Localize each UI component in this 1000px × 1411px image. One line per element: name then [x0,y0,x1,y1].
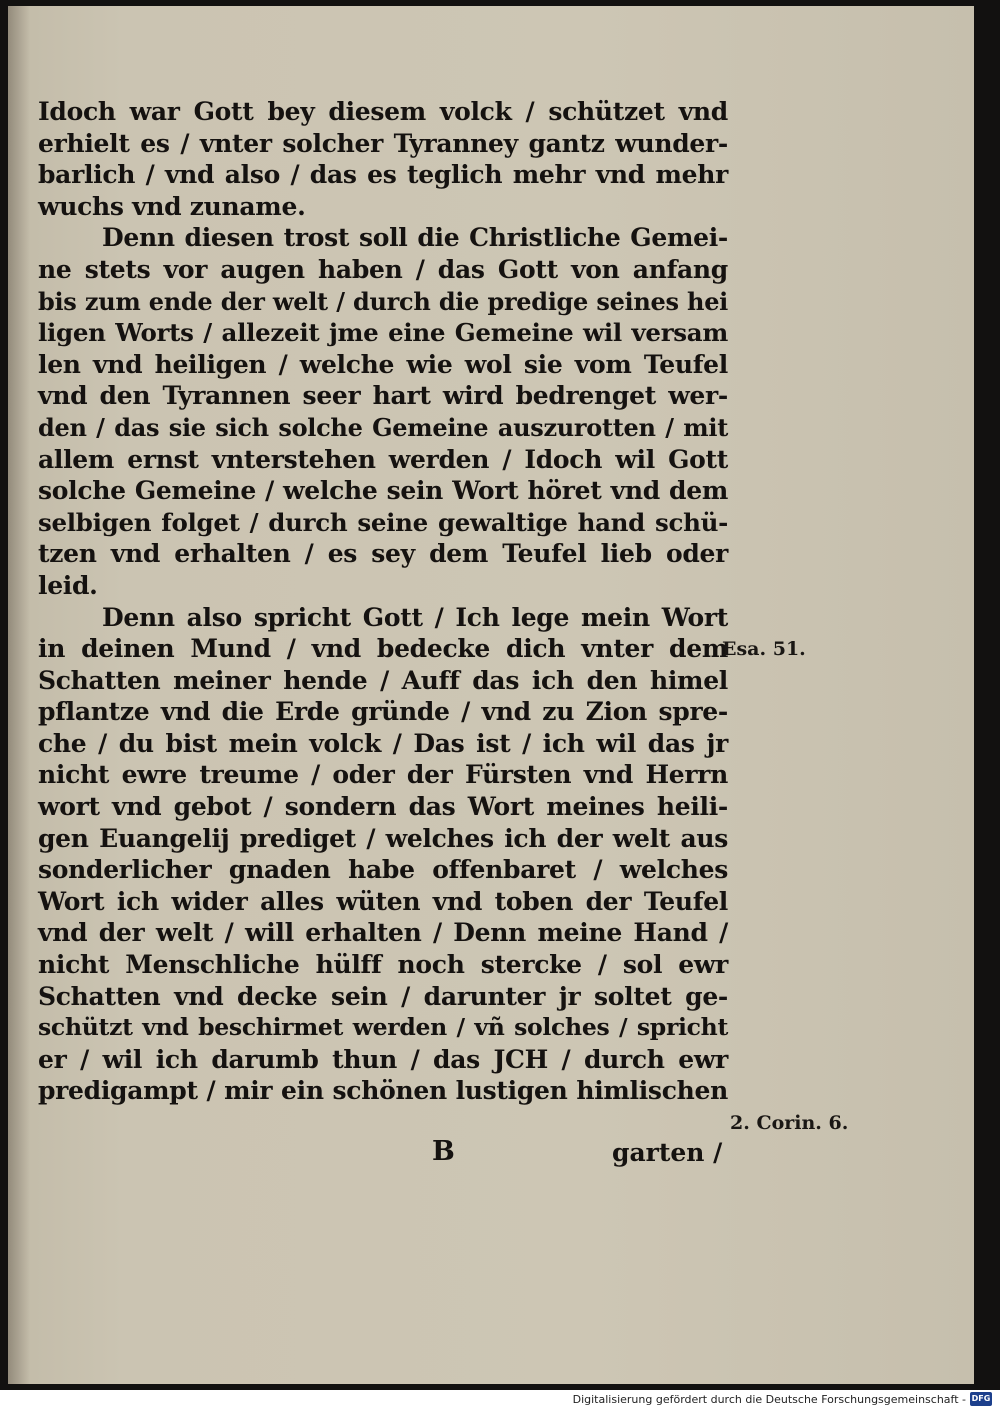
text-line-3: barlich / vnd also / das es teglich mehr vnd mehr [38,160,728,190]
text-line-17: Denn also spricht Gott / Ich lege mein Wort [102,602,728,632]
text-line-12: allem ernst vnterstehen werden / Idoch wil Gott [38,444,728,474]
text-line-21: che / du bist mein volck / Das ist / ich wil das jr [38,728,728,758]
text-line-4: wuchs vnd zuname. [38,191,306,221]
margin-note-corin: 2. Corin. 6. [730,1112,849,1134]
text-line-15: tzen vnd erhalten / es sey dem Teufel lieb oder [38,539,728,569]
text-line-28: nicht Menschliche hülff noch stercke / sol ewr [38,950,728,980]
text-line-10: vnd den Tyrannen seer hart wird bedrenget wer- [38,381,728,411]
text-line-11: den / das sie sich solche Gemeine auszurotten / mit [38,412,728,442]
text-line-24: gen Euangelij prediget / welches ich der welt aus [38,823,728,853]
text-line-8: ligen Worts / allezeit jme eine Gemeine wil versam [38,318,728,348]
text-line-27: vnd der welt / will erhalten / Denn meine Hand / [38,918,728,948]
text-line-13: solche Gemeine / welche sein Wort höret vnd dem [38,476,728,506]
catchword: garten / [612,1138,723,1167]
margin-note-esa: Esa. 51. [722,638,806,660]
text-line-29: Schatten vnd decke sein / darunter jr soltet ge- [38,981,728,1011]
text-line-19: Schatten meiner hende / Auff das ich den himel [38,665,728,695]
text-line-32: predigampt / mir ein schönen lustigen himlischen [38,1076,728,1106]
text-line-16: leid. [38,570,98,600]
spine-shadow [8,6,30,1384]
text-line-20: pflantze vnd die Erde gründe / vnd zu Zion spre- [38,697,728,727]
text-block [38,96,728,1107]
text-line-2: erhielt es / vnter solcher Tyranney gantz wunder- [38,128,728,158]
footer-credit: Digitalisierung gefördert durch die Deutsche Forschungsgemeinschaft - [572,1393,966,1406]
text-line-14: selbigen folget / durch seine gewaltige hand schü- [38,507,728,537]
text-line-6: ne stets vor augen haben / das Gott von anfang [38,254,728,284]
text-line-18: in deinen Mund / vnd bedecke dich vnter dem [38,634,728,664]
footer-bar [0,1390,1000,1411]
text-line-7: bis zum ende der welt / durch die predige seines hei [38,286,728,316]
signature-mark: B [432,1136,455,1167]
text-line-5: Denn diesen trost soll die Christliche Gemei- [102,223,728,253]
text-line-22: nicht ewre treume / oder der Fürsten vnd Herrn [38,760,728,790]
dfg-logo-icon[interactable]: DFG [970,1392,992,1406]
text-line-31: er / wil ich darumb thun / das JCH / durch ewr [38,1044,728,1074]
text-line-25: sonderlicher gnaden habe offenbaret / welches [38,855,728,885]
text-line-30: schützt vnd beschirmet werden / vñ solches / spricht [38,1013,728,1042]
text-line-9: len vnd heiligen / welche wie wol sie vom Teufel [38,349,728,379]
text-line-1: Idoch war Gott bey diesem volck / schützet vnd [38,97,728,126]
text-line-23: wort vnd gebot / sondern das Wort meines heili- [38,792,728,822]
text-line-26: Wort ich wider alles wüten vnd toben der Teufel [38,886,728,916]
